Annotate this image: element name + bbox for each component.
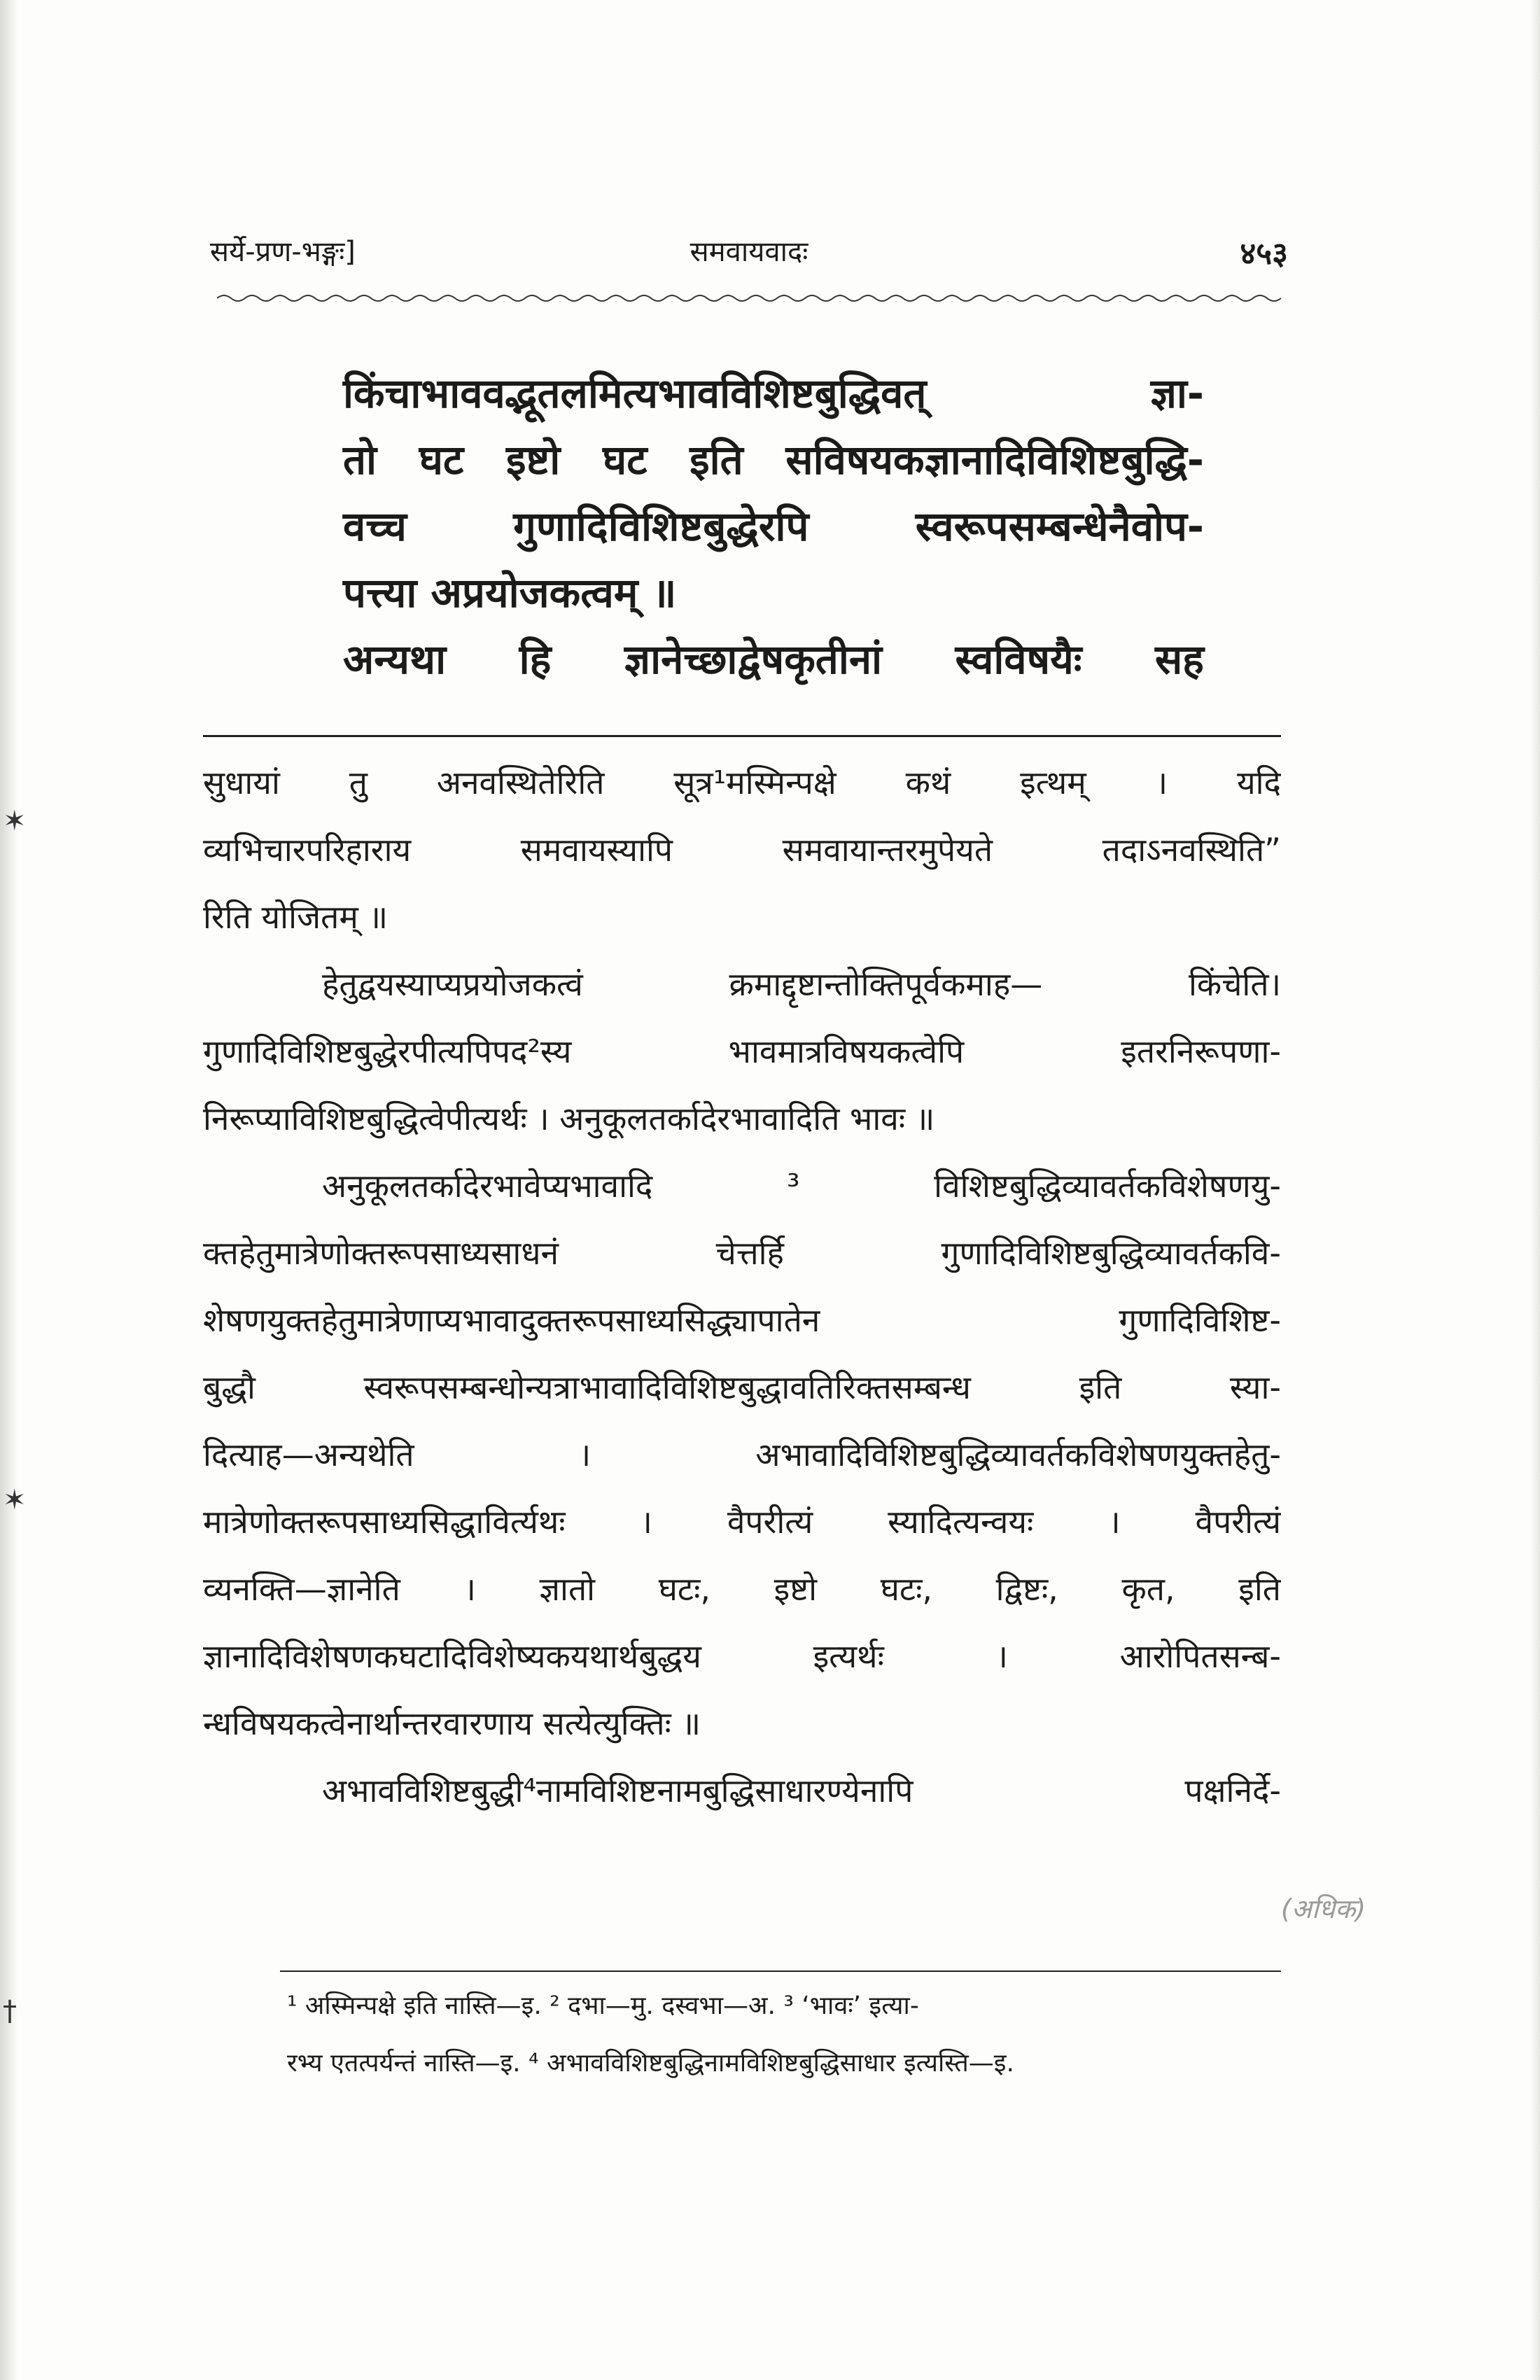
commentary-line: बुद्धौ स्वरूपसम्बन्धोन्यत्राभावादिविशिष्टबुद्धावतिरिक्तसम्बन्ध इति स्या- [203, 1368, 1281, 1406]
margin-cross-mark: † [3, 1995, 17, 2027]
header-wavy-rule [217, 290, 1288, 306]
verse-line: किंचाभाववद्भूतलमित्यभावविशिष्टबुद्धिवत् ज्ञा- [343, 370, 1204, 417]
commentary-line: व्यभिचारपरिहाराय समवायस्यापि समवायान्तरमुपेयते तदाऽनवस्थिति” [203, 831, 1281, 869]
verse-line: वच्च गुणादिविशिष्टबुद्धेरपि स्वरूपसम्बन्धेनैवोप- [343, 503, 1204, 550]
commentary-line: हेतुद्वयस्याप्यप्रयोजकत्वं क्रमाद्दृष्टान्तोक्तिपूर्वकमाह— किंचेति। [322, 965, 1281, 1003]
running-head [210, 231, 1288, 273]
margin-star-mark: ✶ [3, 1484, 27, 1516]
verse-line: तो घट इष्टो घट इति सविषयकज्ञानादिविशिष्टबुद्धि- [343, 436, 1204, 484]
page-edge [1530, 0, 1540, 2380]
handwritten-margin-note: (अधिक) [1281, 1893, 1366, 1924]
commentary-line: दित्याह—अन्यथेति । अभावादिविशिष्टबुद्धिव्यावर्तकविशेषणयुक्तहेतु- [203, 1436, 1281, 1474]
margin-star-mark: ✶ [3, 805, 27, 837]
commentary-line: क्तहेतुमात्रेणोक्तरूपसाध्यसाधनं चेत्तर्हि गुणादिविशिष्टबुद्धिव्यावर्तकवि- [203, 1234, 1281, 1272]
header-chapter-title: समवायवादः [690, 236, 808, 268]
mula-verse-block [343, 360, 1204, 693]
commentary-line: व्यनक्ति—ज्ञानेति । ज्ञातो घटः, इष्टो घटः, द्विष्टः, कृत, इति [203, 1570, 1281, 1608]
commentary-line: शेषणयुक्तहेतुमात्रेणाप्यभावादुक्तरूपसाध्यसिद्ध्यापातेन गुणादिविशिष्ट- [203, 1301, 1281, 1339]
commentary-line: रिति योजितम् ॥ [203, 898, 388, 936]
verse-line: पत्त्या अप्रयोजकत्वम् ॥ [343, 569, 677, 617]
footnote-line: ¹ अस्मिन्पक्षे इति नास्ति—इ. ² दभा—मु. दस्वभा—अ. ³ ‘भावः’ इत्या- [287, 1991, 919, 2020]
footnotes-block [287, 1977, 1281, 2092]
verse-divider-rule [203, 735, 1281, 737]
commentary-line: निरूप्याविशिष्टबुद्धित्वेपीत्यर्थः । अनुकूलतर्कादेरभावादिति भावः ॥ [203, 1100, 935, 1138]
commentary-block [203, 749, 1281, 1824]
commentary-line: सुधायां तु अनवस्थितेरिति सूत्र¹मस्मिन्पक्षे कथं इत्थम् । यदि [203, 764, 1281, 802]
footnote-rule [280, 1970, 1281, 1972]
page-number: ४५३ [1240, 236, 1288, 272]
footnote-line: रभ्य एतत्पर्यन्तं नास्ति—इ. ⁴ अभावविशिष्टबुद्धिनामविशिष्टबुद्धिसाधार इत्यस्ति—इ. [287, 2049, 1014, 2078]
commentary-line: ज्ञानादिविशेषणकघटादिविशेष्यकयथार्थबुद्धय इत्यर्थः । आरोपितसन्ब- [203, 1637, 1281, 1675]
commentary-line: मात्रेणोक्तरूपसाध्यसिद्धाविर्त्यथः । वैपरीत्यं स्यादित्यन्वयः । वैपरीत्यं [203, 1503, 1281, 1541]
verse-line: अन्यथा हि ज्ञानेच्छाद्वेषकृतीनां स्वविषयैः सह [343, 636, 1204, 683]
commentary-line: अभावविशिष्टबुद्धी⁴नामविशिष्टनामबुद्धिसाधारण्येनापि पक्षनिर्दे- [322, 1772, 1281, 1809]
commentary-line: अनुकूलतर्कादेरभावेप्यभावादि ³ विशिष्टबुद्धिव्यावर्तकविशेषणयु- [322, 1167, 1281, 1205]
commentary-line: न्धविषयकत्वेनार्थान्तरवारणाय सत्येत्युक्तिः ॥ [203, 1704, 701, 1742]
header-section-title: सर्ये-प्रण-भङ्गः] [210, 236, 356, 268]
commentary-line: गुणादिविशिष्टबुद्धेरपीत्यपिपद²स्य भावमात्रविषयकत्वेपि इतरनिरूपणा- [203, 1032, 1281, 1070]
